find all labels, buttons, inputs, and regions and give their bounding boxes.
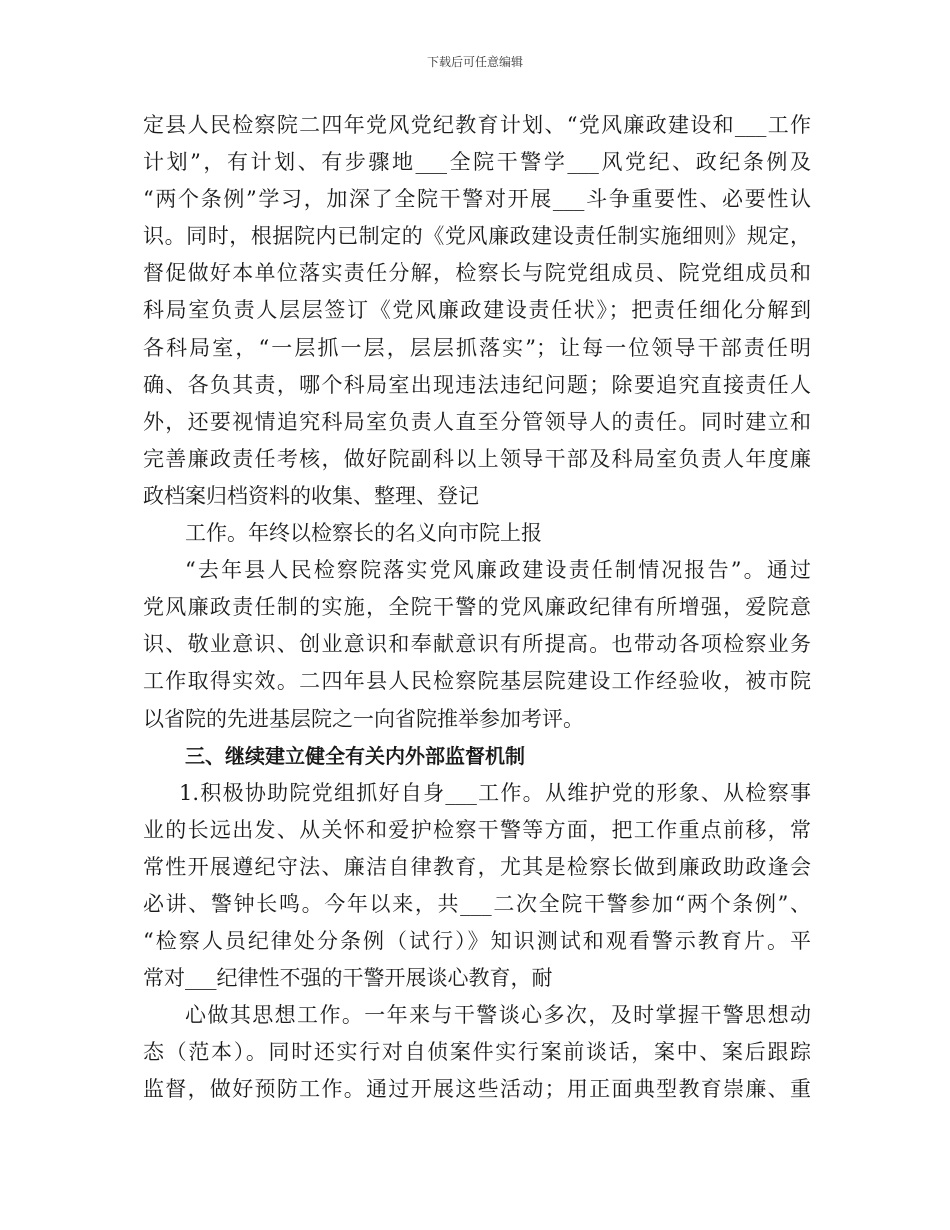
paragraph-line: “检察人员纪律处分条例（试行）》知识测试和观看警示教育片。平 [143, 929, 811, 954]
paragraph-line: “两个条例”学习，加深了全院干警对开展___斗争重要性、必要性认 [143, 187, 811, 212]
document-body [143, 107, 811, 1109]
paragraph-line: 科局室负责人层层签订《党风廉政建设责任状》；把责任细化分解到 [143, 298, 811, 323]
paragraph-line: 工作。年终以检察长的名义向市院上报 [185, 521, 542, 546]
paragraph-line: 常性开展遵纪守法、廉洁自律教育，尤其是检察长做到廉政助政逢会 [143, 854, 811, 879]
paragraph-line: 识、敬业意识、创业意识和奉献意识有所提高。也带动各项检察业务 [143, 632, 811, 657]
paragraph-line: 态（范本）。同时还实行对自侦案件实行案前谈话，案中、案后跟踪 [143, 1040, 811, 1065]
paragraph-line: 督促做好本单位落实责任分解，检察长与院党组成员、院党组成员和 [143, 261, 811, 286]
paragraph-line: 定县人民检察院二四年党风党纪教育计划、“党风廉政建设和___工作 [143, 113, 811, 137]
paragraph-line: 监督，做好预防工作。通过开展这些活动；用正面典型教育崇廉、重 [143, 1077, 811, 1102]
paragraph-line: 计划”，有计划、有步骤地___全院干警学___风党纪、政纪条例及 [143, 150, 811, 175]
paragraph-line: 必讲、警钟长鸣。今年以来，共___二次全院干警参加“两个条例”、 [143, 891, 811, 916]
paragraph-line: “去年县人民检察院落实党风廉政建设责任制情况报告”。通过 [185, 558, 811, 583]
section-heading: 三、继续建立健全有关内外部监督机制 [185, 743, 525, 768]
paragraph-line: 心做其思想工作。一年来与干警谈心多次，及时掌握干警思想动 [185, 1003, 811, 1028]
paragraph-line: 完善廉政责任考核，做好院副科以上领导干部及科局室负责人年度廉 [143, 446, 811, 471]
paragraph-line: 各科局室，“一层抓一层，层层抓落实”；让每一位领导干部责任明 [143, 335, 811, 360]
paragraph-line: 工作取得实效。二四年县人民检察院基层院建设工作经验收，被市院 [143, 669, 811, 694]
paragraph-line: 识。同时，根据院内已制定的《党风廉政建设责任制实施细则》规定， [143, 224, 811, 249]
paragraph-line: 政档案归档资料的收集、整理、登记 [143, 483, 479, 508]
paragraph-line: 常对___纪律性不强的干警开展谈心教育，耐 [143, 966, 553, 991]
page-header: 下载后可任意编辑 [426, 55, 523, 69]
paragraph-line: 党风廉政责任制的实施，全院干警的党风廉政纪律有所增强，爱院意 [143, 595, 811, 620]
paragraph-line: 确、各负其责，哪个科局室出现违法违纪问题；除要追究直接责任人 [143, 372, 811, 397]
paragraph-line: 以省院的先进基层院之一向省院推举参加考评。 [143, 706, 584, 731]
paragraph-line: 1.积极协助院党组抓好自身___工作。从维护党的形象、从检察事 [179, 780, 811, 805]
paragraph-line: 业的长远出发、从关怀和爱护检察干警等方面，把工作重点前移，常 [143, 817, 811, 842]
paragraph-line: 外，还要视情追究科局室负责人直至分管领导人的责任。同时建立和 [143, 409, 811, 434]
